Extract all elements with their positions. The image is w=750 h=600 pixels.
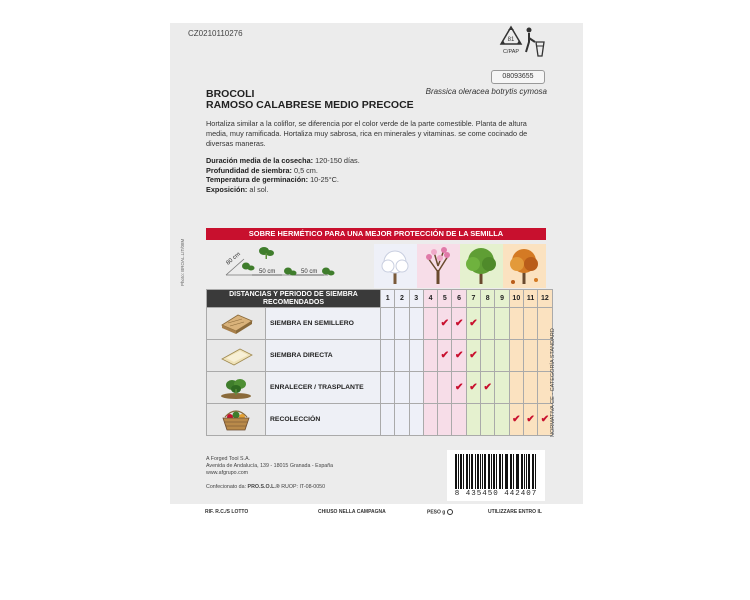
month-cell <box>409 404 423 436</box>
month-number: 11 <box>523 290 537 308</box>
month-number: 10 <box>509 290 523 308</box>
company-address <box>206 456 333 477</box>
check-mark-icon: ✔ <box>454 349 464 361</box>
barcode <box>447 450 545 501</box>
month-number: 6 <box>452 290 466 308</box>
month-cell <box>481 372 495 404</box>
month-cell <box>523 340 537 372</box>
month-cell <box>423 404 437 436</box>
seed-packet-icon <box>207 340 266 372</box>
month-cell <box>409 340 423 372</box>
seed-packet <box>170 23 583 504</box>
month-cell <box>495 404 509 436</box>
month-cell <box>509 308 523 340</box>
month-cell <box>452 372 466 404</box>
month-cell <box>481 340 495 372</box>
month-number: 12 <box>538 290 552 308</box>
month-cell <box>466 308 480 340</box>
barcode-bar <box>502 454 503 489</box>
footer-weight: PESO g <box>427 509 453 515</box>
month-cell <box>495 308 509 340</box>
month-cell <box>423 340 437 372</box>
footer-ref: RIF. R.C./S LOTTO <box>205 509 249 515</box>
check-mark-icon: ✔ <box>469 349 478 361</box>
month-number: 2 <box>395 290 409 308</box>
spec-harvest-duration: Duración media de la cosecha: 120-150 días. <box>206 156 360 165</box>
seedbed-icon <box>207 308 266 340</box>
plant-icon <box>242 263 255 271</box>
month-cell <box>381 404 395 436</box>
month-cell <box>452 404 466 436</box>
hermetic-banner: SOBRE HERMÉTICO PARA UNA MEJOR PROTECCIÓN DE LA SEMILLA <box>206 228 546 240</box>
spec-sowing-depth: Profundidad de siembra: 0,5 cm. <box>206 165 318 175</box>
plant-spacing-label-1: 50 cm <box>259 269 276 275</box>
month-cell <box>409 308 423 340</box>
product-code: CZ0210110276 <box>188 29 243 38</box>
calendar-row <box>207 340 553 372</box>
check-mark-icon: ✔ <box>454 381 464 393</box>
barcode-bar <box>485 454 486 489</box>
check-mark-icon: ✔ <box>483 381 492 393</box>
recycle-icon <box>498 25 524 63</box>
month-cell <box>509 404 523 436</box>
season-trees <box>374 244 546 288</box>
month-cell <box>495 372 509 404</box>
latin-name: Brassica oleracea botrytis cymosa <box>425 87 547 96</box>
barcode-bar <box>496 454 497 489</box>
barcode-bar <box>472 454 473 489</box>
calendar-row-label: RECOLECCIÓN <box>266 404 381 436</box>
month-cell <box>423 308 437 340</box>
check-mark-icon: ✔ <box>512 413 521 425</box>
norm-note: NORMATIVA CE - CATEGORÍA STANDARD <box>550 328 556 437</box>
specs-list <box>206 156 360 194</box>
barcode-bar <box>463 454 464 489</box>
recycle-material: C/PAP <box>502 49 520 55</box>
month-cell <box>481 308 495 340</box>
seedling-icon <box>207 372 266 404</box>
barcode-bar <box>480 454 481 489</box>
photo-note: Photo: BROAL.LIT/08M <box>180 238 185 286</box>
month-cell <box>381 308 395 340</box>
month-cell <box>438 404 452 436</box>
calendar-row <box>207 372 553 404</box>
month-cell <box>395 340 409 372</box>
check-mark-icon: ✔ <box>440 349 450 361</box>
month-cell <box>452 340 466 372</box>
row-spacing-label: 80 cm <box>225 251 242 267</box>
barcode-number: 8 435450 442407 <box>454 490 538 498</box>
circle-icon <box>447 509 453 515</box>
month-cell <box>438 340 452 372</box>
spec-germination-temp: Temperatura de germinación: 10-25°C. <box>206 175 339 184</box>
spec-exposure: Exposición: al sol. <box>206 184 269 194</box>
plant-icon <box>284 268 297 276</box>
month-cell <box>466 340 480 372</box>
product-name-line1: BROCOLI <box>206 88 255 100</box>
check-mark-icon: ✔ <box>469 381 478 393</box>
barcode-bar <box>458 454 459 489</box>
month-cell <box>509 340 523 372</box>
product-name-line2: RAMOSO CALABRESE MEDIO PRECOCE <box>206 99 414 111</box>
month-cell <box>495 340 509 372</box>
month-number: 4 <box>423 290 437 308</box>
month-number: 1 <box>381 290 395 308</box>
month-cell <box>395 372 409 404</box>
lot-code: 08093655 <box>491 70 545 84</box>
month-number: 9 <box>495 290 509 308</box>
barcode-bar <box>522 454 523 489</box>
calendar-row <box>207 308 553 340</box>
month-cell <box>438 308 452 340</box>
check-mark-icon: ✔ <box>440 317 450 329</box>
month-cell <box>438 372 452 404</box>
calendar-header-label: DISTANCIAS Y PERIODO DE SIEMBRA RECOMENDADOS <box>207 290 381 308</box>
calendar-row-label: ENRALECER / TRASPLANTE <box>266 372 381 404</box>
basket-icon <box>207 404 266 436</box>
packaged-by: Confecionato da: PRO.S.O.L.® RUOP: IT-08-0050 <box>206 484 326 490</box>
plant-spacing-label-2: 50 cm <box>301 269 318 275</box>
sowing-calendar <box>206 289 553 436</box>
barcode-bar <box>513 454 514 489</box>
calendar-row <box>207 404 553 436</box>
spacing-diagram <box>208 243 338 289</box>
month-cell <box>395 308 409 340</box>
calendar-header-row <box>207 290 553 308</box>
company-name: A Forged Tool S.A. <box>206 456 251 462</box>
month-cell <box>523 404 537 436</box>
month-cell <box>466 372 480 404</box>
product-description: Hortaliza similar a la coliflor, se diferencia por el color verde de la parte comestible. Planta de altura media, muy ramificada. Hortaliza muy sabrosa, rica en minerales y vitaminas. se come cocinado de diversas maneras. <box>206 119 528 148</box>
barcode-bars <box>455 454 537 489</box>
calendar-row-label: SIEMBRA EN SEMILLERO <box>266 308 381 340</box>
check-mark-icon: ✔ <box>540 413 550 425</box>
plant-icon <box>322 268 335 276</box>
month-number: 7 <box>466 290 480 308</box>
month-cell <box>409 372 423 404</box>
company-web: www.afgrupo.com <box>206 470 249 476</box>
check-mark-icon: ✔ <box>454 317 464 329</box>
month-cell <box>381 372 395 404</box>
company-street: Avenida de Andalucía, 139 - 18015 Granada - España <box>206 463 334 469</box>
calendar-row-label: SIEMBRA DIRECTA <box>266 340 381 372</box>
tidyman-bin-icon <box>523 26 545 58</box>
barcode-bar <box>491 454 492 489</box>
month-number: 3 <box>409 290 423 308</box>
recycle-number: 81 <box>507 37 515 43</box>
plant-icon <box>259 247 274 259</box>
month-number: 8 <box>481 290 495 308</box>
check-mark-icon: ✔ <box>469 317 478 329</box>
month-cell <box>452 308 466 340</box>
month-cell <box>523 308 537 340</box>
month-cell <box>466 404 480 436</box>
month-cell <box>381 340 395 372</box>
month-cell <box>481 404 495 436</box>
month-cell <box>423 372 437 404</box>
month-number: 5 <box>438 290 452 308</box>
month-cell <box>523 372 537 404</box>
month-cell <box>395 404 409 436</box>
footer-closed: CHIUSO NELLA CAMPAGNA <box>318 509 386 515</box>
check-mark-icon: ✔ <box>526 413 535 425</box>
month-cell <box>509 372 523 404</box>
footer-use-by: UTILIZZARE ENTRO IL <box>488 509 542 515</box>
